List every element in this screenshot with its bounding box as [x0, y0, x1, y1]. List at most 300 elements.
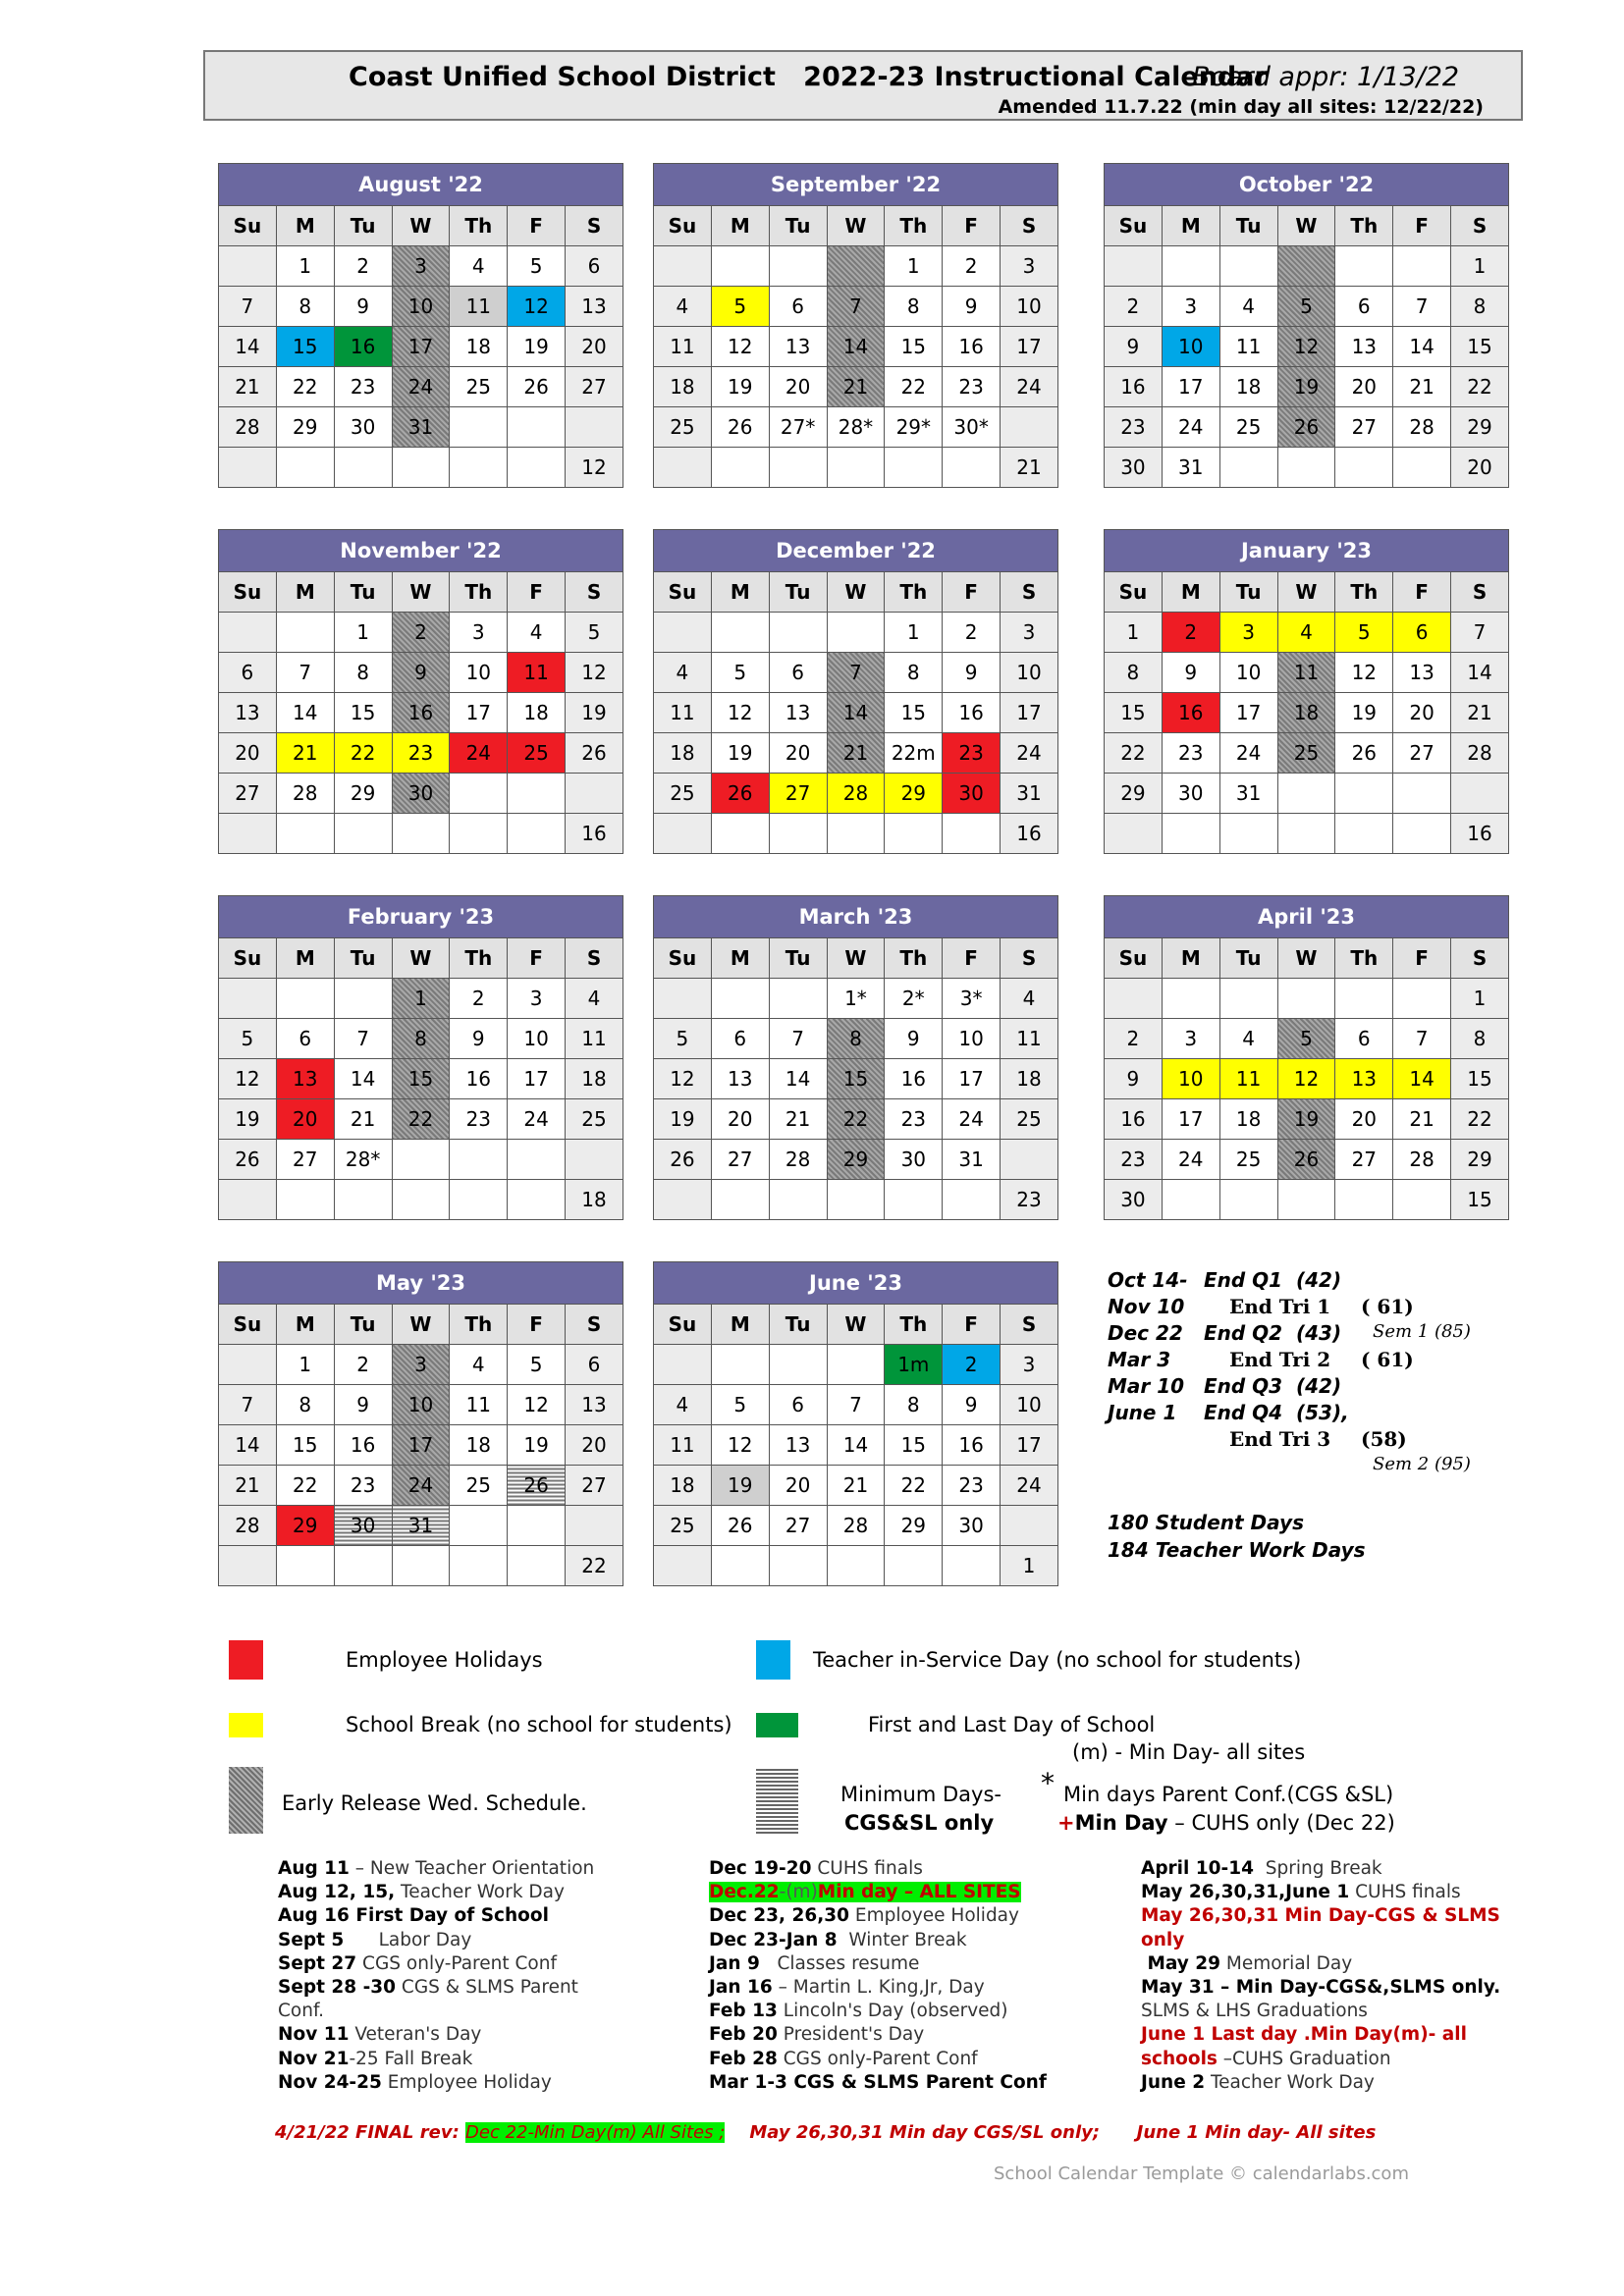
event-row: Conf.	[278, 2001, 325, 2022]
day-cell: 15	[392, 1059, 450, 1099]
day-cell: 14	[334, 1059, 392, 1099]
day-cell: 11	[450, 287, 508, 327]
day-cell: 9	[334, 1385, 392, 1425]
day-cell	[943, 1546, 1001, 1586]
day-cell: 28	[1451, 733, 1509, 774]
month-day-count: 15	[1451, 1180, 1509, 1220]
day-cell: 9	[1162, 653, 1219, 693]
quarter-date: Mar 3	[1108, 1348, 1171, 1371]
day-cell: 28	[827, 774, 885, 814]
day-cell: 22	[885, 367, 943, 407]
day-cell: 1	[334, 613, 392, 653]
day-cell: 23	[1105, 407, 1163, 448]
day-cell: 27	[1393, 733, 1451, 774]
day-cell: 19	[219, 1099, 277, 1140]
day-cell: 28	[219, 407, 277, 448]
day-cell: 10	[1162, 327, 1219, 367]
day-cell: 3*	[943, 979, 1001, 1019]
day-cell: 8	[827, 1019, 885, 1059]
day-header: M	[711, 1305, 769, 1345]
day-header: M	[276, 938, 334, 979]
day-cell: 27	[1335, 1140, 1393, 1180]
day-header: Tu	[769, 938, 827, 979]
day-cell: 18	[654, 1466, 712, 1506]
day-header: F	[943, 1305, 1001, 1345]
legend-minday-label: (m) - Min Day- all sites	[1072, 1740, 1306, 1764]
day-cell: 15	[827, 1059, 885, 1099]
day-cell: 9	[1105, 327, 1163, 367]
day-cell	[450, 448, 508, 488]
day-cell	[450, 1546, 508, 1586]
legend-firstlast-label: First and Last Day of School	[868, 1713, 1156, 1736]
day-cell: 20	[276, 1099, 334, 1140]
day-cell: 2*	[885, 979, 943, 1019]
day-cell: 15	[1451, 327, 1509, 367]
day-cell: 1	[1105, 613, 1163, 653]
day-cell: 31	[392, 1506, 450, 1546]
day-cell: 22	[1105, 733, 1163, 774]
month-5	[1104, 529, 1509, 854]
day-header: S	[1451, 206, 1509, 246]
day-cell: 7	[334, 1019, 392, 1059]
month-2	[1104, 163, 1509, 488]
day-cell: 10	[1219, 653, 1277, 693]
day-cell: 21	[334, 1099, 392, 1140]
day-cell: 9	[943, 1385, 1001, 1425]
quarter-row	[1108, 1401, 1559, 1427]
day-cell	[566, 774, 623, 814]
month-day-count: 16	[566, 814, 623, 854]
day-cell	[827, 448, 885, 488]
day-cell: 18	[450, 1425, 508, 1466]
day-header: M	[276, 206, 334, 246]
day-cell: 26	[508, 367, 566, 407]
day-cell: 4	[450, 1345, 508, 1385]
day-cell: 15	[885, 327, 943, 367]
day-cell: 30	[943, 774, 1001, 814]
day-cell	[1393, 246, 1451, 287]
day-cell: 30	[334, 407, 392, 448]
day-cell: 31	[1219, 774, 1277, 814]
legend-minday-swatch	[756, 1767, 798, 1834]
day-cell: 20	[769, 1466, 827, 1506]
day-cell: 24	[943, 1099, 1001, 1140]
day-cell: 13	[769, 693, 827, 733]
day-cell: 27	[566, 1466, 623, 1506]
day-cell: 19	[654, 1099, 712, 1140]
day-cell	[711, 1180, 769, 1220]
day-cell: 18	[1219, 1099, 1277, 1140]
day-header: Su	[654, 938, 712, 979]
day-cell: 24	[1219, 733, 1277, 774]
day-cell: 3	[1219, 613, 1277, 653]
day-cell	[219, 613, 277, 653]
day-cell	[219, 246, 277, 287]
day-cell: 25	[654, 407, 712, 448]
day-cell	[1162, 979, 1219, 1019]
day-cell: 24	[392, 1466, 450, 1506]
day-cell: 4	[1277, 613, 1335, 653]
day-cell: 13	[1335, 327, 1393, 367]
day-cell: 25	[566, 1099, 623, 1140]
day-cell: 9	[885, 1019, 943, 1059]
day-cell: 19	[711, 367, 769, 407]
day-cell	[1335, 246, 1393, 287]
day-header: Th	[885, 572, 943, 613]
day-cell: 12	[1277, 1059, 1335, 1099]
day-cell: 18	[654, 733, 712, 774]
month-day-count: 16	[1451, 814, 1509, 854]
day-cell: 11	[566, 1019, 623, 1059]
event-row: Nov 21-25 Fall Break	[278, 2048, 473, 2069]
day-cell: 16	[334, 1425, 392, 1466]
month-1	[653, 163, 1058, 488]
day-cell	[1001, 1140, 1058, 1180]
day-cell: 20	[566, 1425, 623, 1466]
day-header: Th	[450, 206, 508, 246]
day-cell: 9	[943, 653, 1001, 693]
day-cell: 3	[508, 979, 566, 1019]
day-cell: 10	[508, 1019, 566, 1059]
event-row: Nov 24-25 Employee Holiday	[278, 2071, 552, 2093]
day-cell: 14	[276, 693, 334, 733]
day-cell	[769, 613, 827, 653]
day-header: S	[1001, 572, 1058, 613]
day-cell: 18	[508, 693, 566, 733]
day-cell: 7	[1393, 1019, 1451, 1059]
event-row: Sept 27 CGS only-Parent Conf	[278, 1952, 557, 1974]
quarter-row	[1108, 1454, 1559, 1480]
month-10	[653, 1261, 1058, 1586]
quarter-row	[1108, 1374, 1559, 1401]
day-cell: 26	[1277, 1140, 1335, 1180]
day-cell	[334, 979, 392, 1019]
day-cell	[1162, 814, 1219, 854]
legend-cuhs-label	[1057, 1811, 1395, 1835]
day-cell: 25	[450, 1466, 508, 1506]
day-header: S	[566, 206, 623, 246]
day-cell: 21	[827, 733, 885, 774]
day-cell	[334, 448, 392, 488]
legend-parentconf-star: *	[1041, 1767, 1055, 1799]
day-cell: 16	[943, 327, 1001, 367]
day-header: Tu	[334, 938, 392, 979]
day-cell: 3	[450, 613, 508, 653]
quarter-row	[1108, 1295, 1559, 1321]
month-day-count: 1	[1001, 1546, 1058, 1586]
day-cell	[711, 979, 769, 1019]
day-cell: 17	[1001, 327, 1058, 367]
day-cell: 1	[276, 246, 334, 287]
day-cell: 1	[392, 979, 450, 1019]
day-cell	[885, 1546, 943, 1586]
day-cell	[276, 979, 334, 1019]
day-cell: 12	[1277, 327, 1335, 367]
day-cell: 17	[1219, 693, 1277, 733]
day-cell: 28	[769, 1140, 827, 1180]
day-cell	[1219, 814, 1277, 854]
day-cell	[711, 246, 769, 287]
day-cell: 29	[885, 774, 943, 814]
day-cell: 27	[769, 774, 827, 814]
day-cell	[769, 1180, 827, 1220]
day-header: F	[1393, 572, 1451, 613]
day-cell: 5	[508, 246, 566, 287]
day-cell: 6	[711, 1019, 769, 1059]
event-row: Nov 11 Veteran's Day	[278, 2024, 482, 2046]
day-cell: 3	[392, 246, 450, 287]
day-cell	[392, 1546, 450, 1586]
day-cell: 14	[769, 1059, 827, 1099]
final-revision-note: 4/21/22 FINAL rev: Dec 22-Min Day(m) All Sites ; May 26,30,31 Min day CGS/SL only; June 1 Min day- All sites	[275, 2122, 1377, 2143]
day-cell: 16	[1105, 1099, 1163, 1140]
day-cell: 2	[1105, 1019, 1163, 1059]
day-cell	[1219, 246, 1277, 287]
day-cell	[654, 1546, 712, 1586]
day-cell	[1277, 774, 1335, 814]
day-cell: 31	[1162, 448, 1219, 488]
day-cell	[1105, 979, 1163, 1019]
day-cell: 12	[711, 1425, 769, 1466]
day-cell	[566, 1506, 623, 1546]
day-cell: 7	[1393, 287, 1451, 327]
day-cell	[1393, 1180, 1451, 1220]
day-cell: 18	[566, 1059, 623, 1099]
day-cell: 16	[943, 693, 1001, 733]
day-cell	[1451, 774, 1509, 814]
day-cell	[276, 814, 334, 854]
day-cell: 23	[334, 1466, 392, 1506]
day-cell: 4	[654, 1385, 712, 1425]
board-approval: Board appr: 1/13/22	[1192, 62, 1460, 92]
day-cell: 6	[1335, 287, 1393, 327]
day-cell	[827, 814, 885, 854]
legend-firstlast-swatch	[756, 1713, 798, 1737]
day-header: Tu	[769, 206, 827, 246]
day-cell: 25	[1277, 733, 1335, 774]
day-cell: 28*	[334, 1140, 392, 1180]
day-cell	[711, 814, 769, 854]
event-row: Sept 28 -30 CGS & SLMS Parent	[278, 1977, 578, 1999]
day-cell: 23	[1105, 1140, 1163, 1180]
day-cell: 20	[1335, 367, 1393, 407]
month-7	[653, 895, 1058, 1220]
day-cell: 21	[219, 1466, 277, 1506]
day-cell: 9	[450, 1019, 508, 1059]
day-cell: 23	[450, 1099, 508, 1140]
day-cell: 6	[769, 1385, 827, 1425]
day-cell: 16	[1162, 693, 1219, 733]
day-header: Su	[654, 572, 712, 613]
day-header: S	[1001, 938, 1058, 979]
day-header: W	[827, 572, 885, 613]
quarter-count: (53),	[1296, 1401, 1349, 1424]
day-cell: 28	[219, 1506, 277, 1546]
day-cell: 6	[1393, 613, 1451, 653]
day-cell: 16	[392, 693, 450, 733]
day-cell: 12	[711, 693, 769, 733]
day-cell: 26	[1335, 733, 1393, 774]
day-cell: 30*	[943, 407, 1001, 448]
quarter-date: Dec 22	[1108, 1321, 1183, 1345]
quarter-date: Oct 14-	[1108, 1268, 1188, 1292]
day-cell: 1	[885, 246, 943, 287]
day-cell: 21	[827, 367, 885, 407]
day-header: M	[711, 572, 769, 613]
day-cell: 17	[1162, 367, 1219, 407]
day-cell	[654, 613, 712, 653]
day-header: Th	[885, 938, 943, 979]
day-header: Tu	[769, 572, 827, 613]
day-cell: 10	[1162, 1059, 1219, 1099]
day-cell: 7	[827, 653, 885, 693]
day-cell	[827, 246, 885, 287]
day-header: W	[392, 206, 450, 246]
day-cell: 9	[392, 653, 450, 693]
day-cell: 29*	[885, 407, 943, 448]
day-cell	[1105, 246, 1163, 287]
day-cell	[827, 1180, 885, 1220]
day-cell: 17	[943, 1059, 1001, 1099]
day-cell: 2	[334, 1345, 392, 1385]
day-cell	[1277, 1180, 1335, 1220]
month-day-count: 21	[1001, 448, 1058, 488]
legend-break-label: School Break (no school for students)	[346, 1713, 732, 1736]
day-cell: 17	[1001, 1425, 1058, 1466]
day-cell	[1001, 407, 1058, 448]
day-cell: 3	[1162, 1019, 1219, 1059]
quarter-count: (42)	[1296, 1374, 1342, 1398]
legend-mindays-label-1: Minimum Days-	[840, 1783, 1001, 1806]
month-title: September '22	[654, 164, 1058, 206]
day-cell: 15	[276, 327, 334, 367]
month-day-count: 18	[566, 1180, 623, 1220]
day-header: F	[1393, 938, 1451, 979]
day-cell: 13	[769, 327, 827, 367]
day-cell: 13	[1335, 1059, 1393, 1099]
day-cell: 11	[654, 693, 712, 733]
day-cell	[219, 979, 277, 1019]
day-cell: 19	[1277, 367, 1335, 407]
day-cell: 10	[392, 1385, 450, 1425]
day-header: Th	[450, 1305, 508, 1345]
day-cell: 3	[1162, 287, 1219, 327]
day-cell: 21	[1451, 693, 1509, 733]
day-cell: 20	[711, 1099, 769, 1140]
day-header: Su	[654, 206, 712, 246]
day-cell	[508, 774, 566, 814]
legend-break-swatch	[229, 1713, 263, 1737]
day-cell: 20	[769, 733, 827, 774]
day-cell	[943, 1180, 1001, 1220]
day-cell: 5	[711, 1385, 769, 1425]
day-cell: 30	[1162, 774, 1219, 814]
day-cell: 5	[1277, 287, 1335, 327]
legend-earlyrelease-label: Early Release Wed. Schedule.	[282, 1791, 587, 1815]
day-cell: 15	[276, 1425, 334, 1466]
day-cell: 6	[1335, 1019, 1393, 1059]
quarter-extra: Sem 1 (85)	[1373, 1321, 1471, 1342]
day-cell	[392, 448, 450, 488]
day-cell: 15	[1105, 693, 1163, 733]
day-cell: 23	[1162, 733, 1219, 774]
day-cell: 7	[276, 653, 334, 693]
day-header: F	[508, 206, 566, 246]
day-cell: 11	[654, 1425, 712, 1466]
day-cell: 12	[711, 327, 769, 367]
day-cell: 24	[450, 733, 508, 774]
day-cell: 11	[1219, 327, 1277, 367]
day-cell	[1393, 979, 1451, 1019]
day-header: F	[508, 572, 566, 613]
day-cell: 6	[276, 1019, 334, 1059]
day-cell: 10	[1001, 287, 1058, 327]
quarter-row	[1108, 1427, 1559, 1454]
day-cell: 20	[1393, 693, 1451, 733]
day-cell: 26	[711, 774, 769, 814]
teacher-work-days: 184 Teacher Work Days	[1108, 1538, 1366, 1562]
day-header: F	[1393, 206, 1451, 246]
day-cell	[450, 1180, 508, 1220]
day-cell	[1162, 1180, 1219, 1220]
day-cell: 25	[654, 1506, 712, 1546]
day-cell: 4	[1219, 1019, 1277, 1059]
day-header: F	[508, 938, 566, 979]
day-cell: 16	[1105, 367, 1163, 407]
day-cell	[334, 814, 392, 854]
day-cell: 22	[827, 1099, 885, 1140]
day-cell: 23	[885, 1099, 943, 1140]
legend-earlyrelease-swatch	[229, 1767, 263, 1834]
month-title: February '23	[219, 896, 623, 938]
day-cell: 18	[1001, 1059, 1058, 1099]
day-cell: 24	[392, 367, 450, 407]
day-header: Tu	[334, 1305, 392, 1345]
day-cell: 13	[276, 1059, 334, 1099]
day-cell: 4	[654, 653, 712, 693]
day-header: M	[1162, 572, 1219, 613]
day-cell	[334, 1546, 392, 1586]
day-cell: 29	[1105, 774, 1163, 814]
day-cell: 31	[1001, 774, 1058, 814]
day-cell: 17	[1162, 1099, 1219, 1140]
day-header: Su	[219, 206, 277, 246]
legend-cuhs-bold: Min Day	[1074, 1811, 1168, 1835]
day-cell	[450, 774, 508, 814]
day-cell: 14	[1393, 327, 1451, 367]
day-cell	[508, 448, 566, 488]
amended-note: Amended 11.7.22 (min day all sites: 12/22/22)	[998, 96, 1484, 118]
day-cell: 8	[885, 653, 943, 693]
day-cell: 1	[276, 1345, 334, 1385]
quarter-date: Mar 10	[1108, 1374, 1185, 1398]
day-cell: 11	[1001, 1019, 1058, 1059]
day-cell: 7	[769, 1019, 827, 1059]
day-cell	[508, 1546, 566, 1586]
day-cell: 7	[827, 1385, 885, 1425]
day-cell: 18	[1219, 367, 1277, 407]
day-header: M	[1162, 206, 1219, 246]
day-cell: 5	[711, 287, 769, 327]
quarter-row	[1108, 1321, 1559, 1348]
month-title: November '22	[219, 530, 623, 572]
day-cell	[827, 613, 885, 653]
day-header: F	[508, 1305, 566, 1345]
day-cell	[1219, 448, 1277, 488]
day-cell: 12	[566, 653, 623, 693]
day-header: S	[1001, 1305, 1058, 1345]
day-cell: 3	[392, 1345, 450, 1385]
